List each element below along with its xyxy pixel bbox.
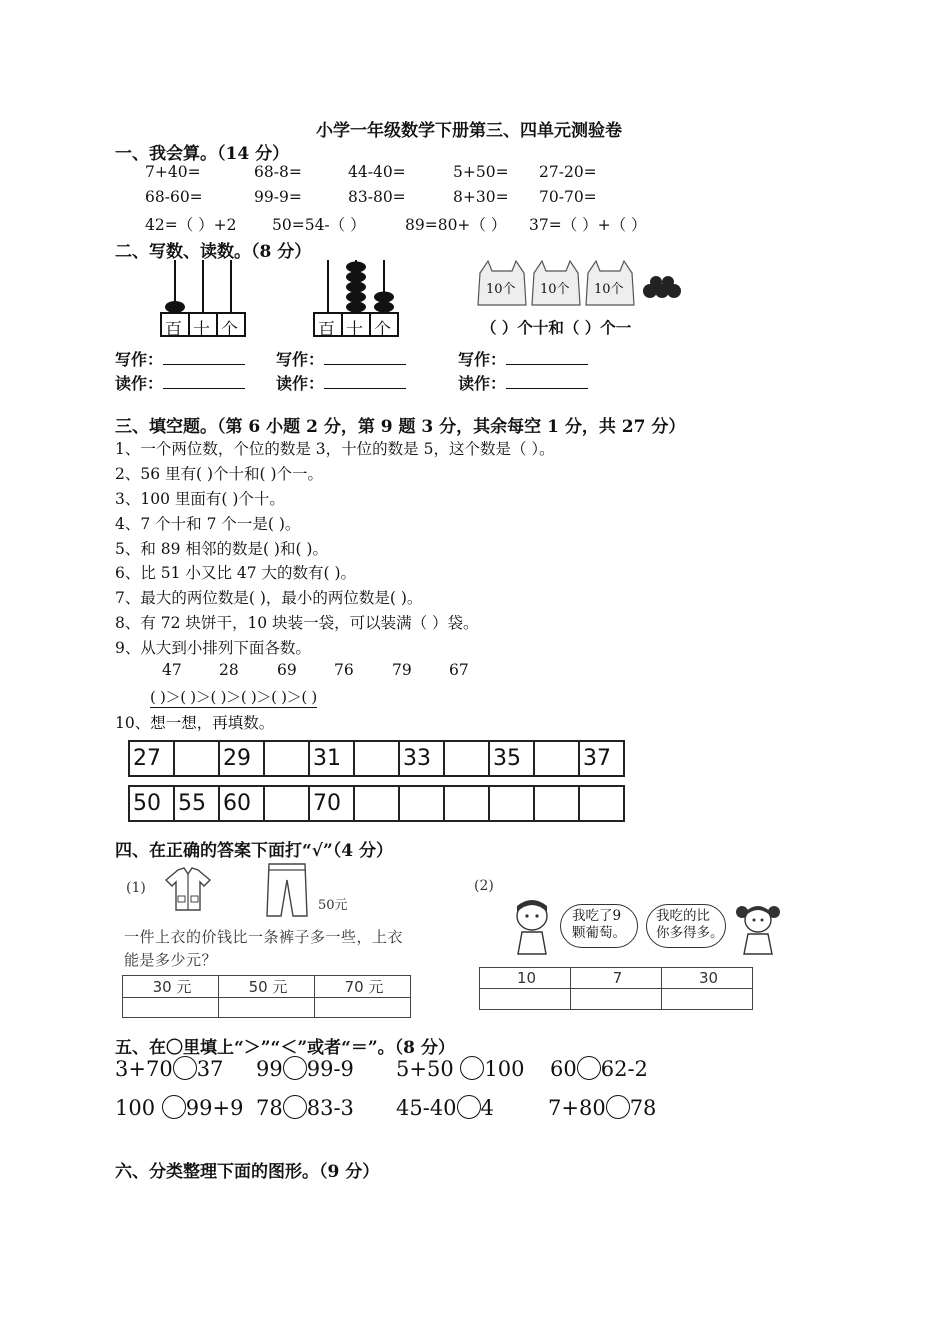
grid-cell-blank[interactable] bbox=[399, 786, 444, 821]
grid-cell-blank[interactable] bbox=[354, 786, 399, 821]
compare-circle[interactable] bbox=[162, 1095, 186, 1119]
fill-item-7: 7、最大的两位数是( )，最小的两位数是( )。 bbox=[115, 589, 423, 607]
grid-cell: 70 bbox=[309, 786, 354, 821]
fill-item-3: 3、100 里面有( )个十。 bbox=[115, 490, 285, 508]
bag-label: 10个 bbox=[486, 282, 516, 297]
apple-icon bbox=[662, 276, 674, 288]
option-cell: 30 元 bbox=[123, 976, 219, 998]
read-answer-line[interactable] bbox=[163, 388, 245, 389]
calc-item: 5+50= bbox=[453, 163, 509, 181]
compare-circle[interactable] bbox=[460, 1056, 484, 1080]
grid-cell: 33 bbox=[399, 741, 444, 776]
calc-item: 89=80+（ ） bbox=[405, 216, 507, 234]
section-5-heading: 五、在〇里填上“＞”“＜”或者“＝”。（8 分） bbox=[115, 1038, 455, 1058]
tick-cell[interactable] bbox=[219, 998, 315, 1018]
grid-cell-blank[interactable] bbox=[354, 741, 399, 776]
calc-item: 42=（ ）+2 bbox=[145, 216, 237, 234]
abacus-bead bbox=[346, 292, 366, 303]
compare-circle[interactable] bbox=[606, 1095, 630, 1119]
fill-item-5: 5、和 89 相邻的数是( )和( )。 bbox=[115, 540, 328, 558]
question-4-1-label: (1) bbox=[126, 880, 146, 896]
write-label: 写作： bbox=[276, 350, 325, 369]
read-label: 读作： bbox=[458, 374, 507, 393]
abacus-label: 十 bbox=[193, 320, 210, 340]
section-1-heading: 一、我会算。（14 分） bbox=[115, 144, 290, 164]
compare-left: 5+50 bbox=[396, 1057, 461, 1081]
compare-right: 37 bbox=[196, 1057, 224, 1081]
fill-item-6: 6、比 51 小又比 47 大的数有( )。 bbox=[115, 564, 357, 582]
write-label: 写作： bbox=[115, 350, 164, 369]
calc-item: 44-40= bbox=[348, 163, 406, 181]
fill-item-8: 8、有 72 块饼干，10 块装一袋，可以装满（ ）袋。 bbox=[115, 614, 479, 632]
grid-cell-blank[interactable] bbox=[534, 741, 579, 776]
compare-right: 62-2 bbox=[600, 1057, 648, 1081]
grid-cell: 27 bbox=[129, 741, 174, 776]
write-answer-line[interactable] bbox=[163, 364, 245, 365]
compare-left: 100 bbox=[115, 1096, 162, 1120]
sort-number: 69 bbox=[277, 661, 297, 679]
grid-cell-blank[interactable] bbox=[444, 786, 489, 821]
grid-cell-blank[interactable] bbox=[264, 741, 309, 776]
question-4-1-options bbox=[122, 975, 411, 1018]
abacus-bead bbox=[374, 302, 394, 313]
grid-cell: 50 bbox=[129, 786, 174, 821]
write-answer-line[interactable] bbox=[324, 364, 406, 365]
bags-caption: （ ）个十和（ ）个一 bbox=[481, 318, 632, 337]
compare-right: 99+9 bbox=[185, 1096, 244, 1120]
calc-item: 70-70= bbox=[539, 188, 597, 206]
calc-item: 83-80= bbox=[348, 188, 406, 206]
fill-item-10: 10、想一想，再填数。 bbox=[115, 714, 275, 732]
option-cell: 70 元 bbox=[315, 976, 411, 998]
bag-label: 10个 bbox=[594, 282, 624, 297]
order-answer-line[interactable]: ( )＞( )＞( )＞( )＞( )＞( ) bbox=[150, 688, 317, 706]
read-answer-line[interactable] bbox=[324, 388, 406, 389]
grid-cell: 31 bbox=[309, 741, 354, 776]
compare-circle[interactable] bbox=[577, 1056, 601, 1080]
read-answer-line[interactable] bbox=[506, 388, 588, 389]
calc-item: 68-60= bbox=[145, 188, 203, 206]
section-3-heading: 三、填空题。（第 6 小题 2 分，第 9 题 3 分，其余每空 1 分，共 27 分） bbox=[115, 417, 686, 437]
compare-left: 60 bbox=[550, 1057, 577, 1081]
calc-item: 99-9= bbox=[254, 188, 302, 206]
option-cell: 7 bbox=[571, 968, 662, 989]
abacus-bead bbox=[374, 292, 394, 303]
write-answer-line[interactable] bbox=[506, 364, 588, 365]
compare-circle[interactable] bbox=[173, 1056, 197, 1080]
grid-cell: 29 bbox=[219, 741, 264, 776]
grid-cell-blank[interactable] bbox=[264, 786, 309, 821]
bubble-text: 颗葡萄。 bbox=[572, 925, 626, 941]
compare-left: 3+70 bbox=[115, 1057, 173, 1081]
boy-icon bbox=[508, 898, 556, 956]
bubble-text: 你多得多。 bbox=[656, 925, 724, 941]
compare-left: 7+80 bbox=[548, 1096, 606, 1120]
compare-circle[interactable] bbox=[283, 1056, 307, 1080]
tick-cell[interactable] bbox=[480, 989, 571, 1010]
abacus-label: 个 bbox=[374, 320, 391, 340]
grid-cell: 37 bbox=[579, 741, 624, 776]
grid-cell: 35 bbox=[489, 741, 534, 776]
grid-cell-blank[interactable] bbox=[579, 786, 624, 821]
question-4-1-text: 能是多少元？ bbox=[124, 951, 218, 969]
grid-cell: 60 bbox=[219, 786, 264, 821]
number-grid-row-2 bbox=[128, 785, 625, 822]
bag-label: 10个 bbox=[540, 282, 570, 297]
option-cell: 50 元 bbox=[219, 976, 315, 998]
abacus-bead bbox=[346, 282, 366, 293]
sort-number: 67 bbox=[449, 661, 469, 679]
fill-item-2: 2、56 里有( )个十和( )个一。 bbox=[115, 465, 324, 483]
grid-cell-blank[interactable] bbox=[174, 741, 219, 776]
abacus-label: 百 bbox=[165, 320, 182, 340]
section-2-heading: 二、写数、读数。（8 分） bbox=[115, 242, 312, 262]
compare-right: 78 bbox=[629, 1096, 657, 1120]
abacus-bead bbox=[165, 301, 185, 313]
abacus-bead bbox=[346, 302, 366, 313]
tick-cell[interactable] bbox=[315, 998, 411, 1018]
tick-cell[interactable] bbox=[123, 998, 219, 1018]
fill-item-9: 9、从大到小排列下面各数。 bbox=[115, 639, 311, 657]
write-label: 写作： bbox=[458, 350, 507, 369]
grid-cell-blank[interactable] bbox=[534, 786, 579, 821]
abacus-label: 个 bbox=[221, 320, 238, 340]
page-title: 小学一年级数学下册第三、四单元测验卷 bbox=[316, 121, 622, 141]
compare-left: 78 bbox=[256, 1096, 283, 1120]
grid-cell-blank[interactable] bbox=[444, 741, 489, 776]
fill-item-4: 4、7 个十和 7 个一是( )。 bbox=[115, 515, 301, 533]
apple-icon bbox=[650, 276, 662, 288]
tick-cell[interactable] bbox=[662, 989, 753, 1010]
abacus-label: 百 bbox=[318, 320, 335, 340]
tick-cell[interactable] bbox=[571, 989, 662, 1010]
compare-right: 99-9 bbox=[306, 1057, 354, 1081]
calc-item: 7+40= bbox=[145, 163, 201, 181]
compare-right: 4 bbox=[480, 1096, 494, 1120]
read-label: 读作： bbox=[115, 374, 164, 393]
bubble-text: 我吃的比 bbox=[656, 908, 710, 924]
compare-right: 100 bbox=[484, 1057, 525, 1081]
question-4-1-text: 一件上衣的价钱比一条裤子多一些，上衣 bbox=[124, 928, 404, 946]
trousers-icon bbox=[263, 862, 311, 918]
calc-item: 50=54-（ ） bbox=[272, 216, 366, 234]
section-4-heading: 四、在正确的答案下面打“√”（4 分） bbox=[115, 841, 393, 861]
grid-cell-blank[interactable] bbox=[489, 786, 534, 821]
calc-item: 37=（ ）+（ ） bbox=[529, 216, 647, 234]
compare-left: 45-40 bbox=[396, 1096, 457, 1120]
calc-item: 68-8= bbox=[254, 163, 302, 181]
sort-number: 79 bbox=[392, 661, 412, 679]
compare-left: 99 bbox=[256, 1057, 283, 1081]
abacus-bead bbox=[346, 262, 366, 273]
compare-circle[interactable] bbox=[283, 1095, 307, 1119]
abacus-label: 十 bbox=[346, 320, 363, 340]
trousers-price: 50元 bbox=[318, 898, 348, 913]
question-4-2-label: (2) bbox=[474, 878, 494, 894]
compare-circle[interactable] bbox=[457, 1095, 481, 1119]
number-grid-row-1 bbox=[128, 740, 625, 777]
calc-item: 27-20= bbox=[539, 163, 597, 181]
calc-item: 8+30= bbox=[453, 188, 509, 206]
jacket-icon bbox=[164, 866, 212, 912]
fill-item-1: 1、一个两位数，个位的数是 3，十位的数是 5，这个数是（ ）。 bbox=[115, 440, 555, 458]
read-label: 读作： bbox=[276, 374, 325, 393]
grid-cell: 55 bbox=[174, 786, 219, 821]
girl-icon bbox=[732, 900, 784, 956]
abacus-bead bbox=[346, 272, 366, 283]
section-6-heading: 六、分类整理下面的图形。（9 分） bbox=[115, 1162, 380, 1182]
question-4-2-options bbox=[479, 967, 753, 1010]
sort-number: 28 bbox=[219, 661, 239, 679]
bubble-text: 我吃了9 bbox=[572, 908, 622, 924]
compare-right: 83-3 bbox=[306, 1096, 354, 1120]
option-cell: 10 bbox=[480, 968, 571, 989]
sort-number: 76 bbox=[334, 661, 354, 679]
sort-number: 47 bbox=[162, 661, 182, 679]
option-cell: 30 bbox=[662, 968, 753, 989]
